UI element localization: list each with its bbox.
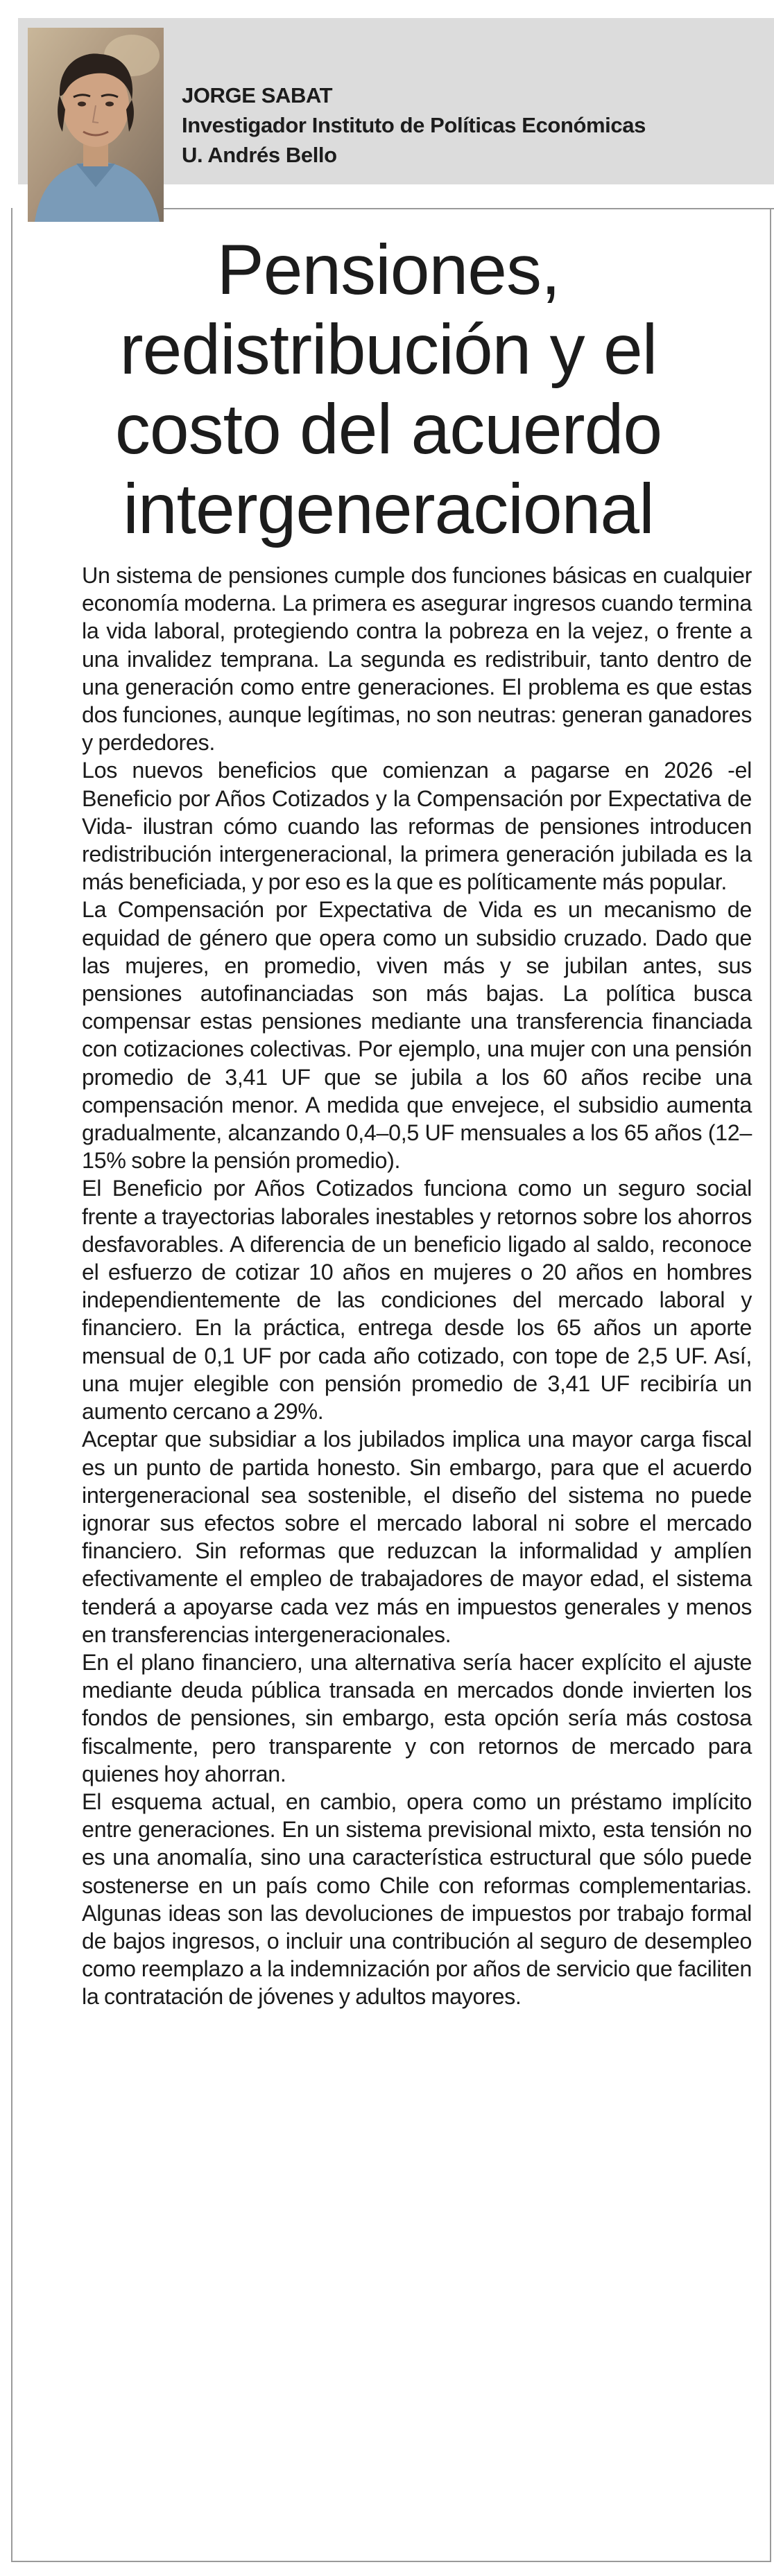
- article-paragraph: El esquema actual, en cambio, opera como un préstamo implícito entre generaciones. En un sistema previsional mixto, esta tensión no es una anomalía, sino una característica estructural que sólo puede sostenerse en un país como Chile con reformas complementarias. Algunas ideas son las devoluciones de impuestos por trabajo formal de bajos ingresos, o incluir una contribución al seguro de desempleo como reemplazo a la indemnización por años de servicio que faciliten la contratación de jóvenes y adultos mayores.: [82, 1789, 752, 2010]
- author-name: JORGE SABAT: [182, 83, 333, 107]
- article-paragraph: La Compensación por Expectativa de Vida es un mecanismo de equidad de género que opera como un subsidio cruzado. Dado que las mujeres, en promedio, viven más y se jubilan antes, sus pensiones autofinanciadas son más bajas. La política busca compensar estas pensiones mediante una transferencia financiada con cotizaciones colectivas. Por ejemplo, una mujer con una pensión promedio de 3,41 UF que se jubila a los 60 años recibe una compensación menor. A medida que envejece, el subsidio aumenta gradualmente, alcanzando 0,4–0,5 UF mensuales a los 65 años (12–15% sobre la pensión promedio).: [82, 897, 752, 1174]
- article-paragraph: Los nuevos beneficios que comienzan a pagarse en 2026 -el Beneficio por Años Cotizados y la Compensación por Expectativa de Vida- ilustran cómo cuando las reformas de pensiones introducen redistribución intergeneracional, la primera generación jubilada es la más beneficiada, y por eso es la que es políticamente más popular.: [82, 758, 752, 895]
- article-paragraph: Un sistema de pensiones cumple dos funciones básicas en cualquier economía moderna. La primera es asegurar ingresos cuando termina la vida laboral, protegiendo contra la pobreza en la vejez, o frente a una invalidez temprana. La segunda es redistribuir, tanto dentro de una generación como entre generaciones. El problema es que estas dos funciones, aunque legítimas, no son neutras: generan ganadores y perdedores.: [82, 563, 752, 756]
- headline-line: redistribución y el: [119, 310, 657, 389]
- headline-line: intergeneracional: [123, 469, 654, 548]
- headline-line: costo del acuerdo: [114, 390, 662, 469]
- headline-line: Pensiones,: [216, 230, 560, 309]
- article-paragraph: El Beneficio por Años Cotizados funciona como un seguro social frente a trayectorias laborales inestables y retornos sobre los ahorros desfavorables. A diferencia de un beneficio ligado al saldo, reconoce el esfuerzo de cotizar 10 años en mujeres o 20 años en hombres independientemente de las condiciones del mercado laboral y financiero. En la práctica, entrega desde los 65 años un aporte mensual de 0,1 UF por cada año cotizado, con tope de 2,5 UF. Así, una mujer elegible con pensión promedio de 3,41 UF recibiría un aumento cercano a 29%.: [82, 1176, 752, 1425]
- article-headline: [42, 230, 735, 549]
- author-byline: [182, 80, 646, 170]
- author-role: Investigador Instituto de Políticas Económicas: [182, 113, 646, 137]
- article-frame-top-rule: [164, 208, 774, 209]
- author-photo: [28, 28, 164, 222]
- article-body: [82, 562, 752, 2011]
- article-paragraph: En el plano financiero, una alternativa sería hacer explícito el ajuste mediante deuda pública transada en mercados donde invierten los fondos de pensiones, sin embargo, esta opción sería más costosa fiscalmente, pero transparente y con retornos de mercado para quienes hoy ahorran.: [82, 1649, 752, 1786]
- author-institution: U. Andrés Bello: [182, 143, 337, 167]
- article-paragraph: Aceptar que subsidiar a los jubilados implica una mayor carga fiscal es un punto de partida honesto. Sin embargo, para que el acuerdo intergeneracional sea sostenible, el diseño del sistema no puede ignorar sus efectos sobre el mercado laboral ni sobre el mercado financiero. Sin reformas que reduzcan la informalidad y amplíen efectivamente el empleo de trabajadores de mayor edad, el sistema tenderá a apoyarse cada vez más en impuestos generales y menos en transferencias intergeneracionales.: [82, 1427, 752, 1647]
